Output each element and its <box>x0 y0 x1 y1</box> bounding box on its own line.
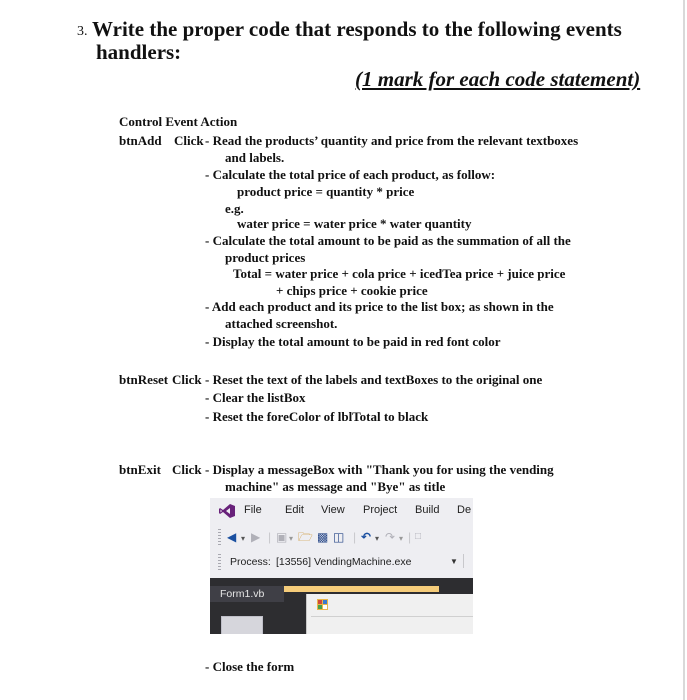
btnexit-label: btnExit <box>119 462 161 477</box>
btnadd-event: Click <box>174 133 204 148</box>
debug-target-icon[interactable]: □ <box>415 531 422 542</box>
save-icon[interactable]: ▩ <box>317 530 329 544</box>
separator-icon: | <box>408 530 412 544</box>
separator-icon: | <box>353 530 357 544</box>
process-label: Process: <box>230 556 271 568</box>
form-inner-frame <box>311 616 473 634</box>
vs-screenshot <box>210 498 473 634</box>
menu-build[interactable]: Build <box>415 504 440 516</box>
process-dropdown-icon[interactable]: ▼ <box>450 557 458 566</box>
open-folder-icon[interactable]: 🗁 <box>298 530 313 544</box>
table-header: Control Event Action <box>119 114 238 129</box>
btnadd-line: Total = water price + cola price + icedTea price + juice price <box>233 266 566 281</box>
back-dropdown-icon[interactable]: ▾ <box>241 534 246 543</box>
process-bar-grip <box>218 554 221 570</box>
visual-studio-logo-icon <box>219 504 235 518</box>
toolbar-grip <box>218 529 221 545</box>
btnadd-line: e.g. <box>225 201 244 216</box>
question-title <box>92 18 652 64</box>
btnexit-line: machine" as message and "Bye" as title <box>225 479 446 494</box>
btnadd-line: - Display the total amount to be paid in red font color <box>205 334 501 349</box>
question-title-line-1: Write the proper code that responds to the following events <box>92 17 622 41</box>
menu-edit[interactable]: Edit <box>285 504 304 516</box>
undo-dropdown-icon[interactable]: ▾ <box>375 534 380 543</box>
btnreset-event: Click <box>172 372 202 387</box>
separator-icon: | <box>268 530 272 544</box>
process-select[interactable]: [13556] VendingMachine.exe <box>276 556 412 568</box>
btnadd-line: product price = quantity * price <box>237 184 415 199</box>
menu-project[interactable]: Project <box>363 504 398 516</box>
forward-icon[interactable]: ▶ <box>251 530 261 544</box>
menu-file[interactable]: File <box>244 504 262 516</box>
menu-debug[interactable]: De <box>457 504 472 516</box>
vs-process-bar <box>210 550 473 574</box>
question-number: 3. <box>77 24 88 39</box>
page-edge-line <box>683 0 685 700</box>
new-project-icon[interactable]: ▣ <box>276 530 288 544</box>
tab-form1-design[interactable] <box>284 586 439 592</box>
btnadd-line: product prices <box>225 250 306 265</box>
btnadd-line: water price = water price * water quantity <box>237 216 472 231</box>
menu-view[interactable]: View <box>321 504 345 516</box>
undo-icon[interactable]: ↶ <box>361 530 372 544</box>
btnreset-line: - Reset the foreColor of lblTotal to black <box>205 409 429 424</box>
toolbox-panel <box>221 616 263 634</box>
separator-icon <box>463 554 472 568</box>
new-dropdown-icon[interactable]: ▾ <box>289 534 294 543</box>
question-title-line-2: handlers: <box>96 40 182 64</box>
btnreset-line: - Reset the text of the labels and textBoxes to the original one <box>205 372 543 387</box>
vs-toolbar <box>210 525 473 549</box>
btnadd-line: - Read the products’ quantity and price from the relevant textboxes <box>205 133 579 148</box>
btnreset-label: btnReset <box>119 372 169 387</box>
btnadd-line: - Add each product and its price to the list box; as shown in the <box>205 299 554 314</box>
btnexit-event: Click <box>172 462 202 477</box>
btnadd-line: + chips price + cookie price <box>276 283 428 298</box>
redo-icon[interactable]: ↷ <box>385 530 396 544</box>
tab-form1-vb[interactable]: Form1.vb <box>210 586 284 602</box>
vs-menubar <box>210 498 473 524</box>
btnadd-line: - Calculate the total amount to be paid as the summation of all the <box>205 233 571 248</box>
btnexit-close-line: - Close the form <box>205 659 295 674</box>
btnadd-line: and labels. <box>225 150 285 165</box>
save-all-icon[interactable]: ◫ <box>333 530 345 544</box>
redo-dropdown-icon[interactable]: ▾ <box>399 534 404 543</box>
form-icon <box>317 599 328 610</box>
btnexit-line: - Display a messageBox with "Thank you for using the vending <box>205 462 554 477</box>
btnadd-line: attached screenshot. <box>225 316 338 331</box>
btnadd-line: - Calculate the total price of each product, as follow: <box>205 167 496 182</box>
back-icon[interactable]: ◀ <box>227 530 237 544</box>
marks-note: (1 mark for each code statement) <box>355 67 641 91</box>
btnadd-label: btnAdd <box>119 133 162 148</box>
btnreset-line: - Clear the listBox <box>205 390 306 405</box>
